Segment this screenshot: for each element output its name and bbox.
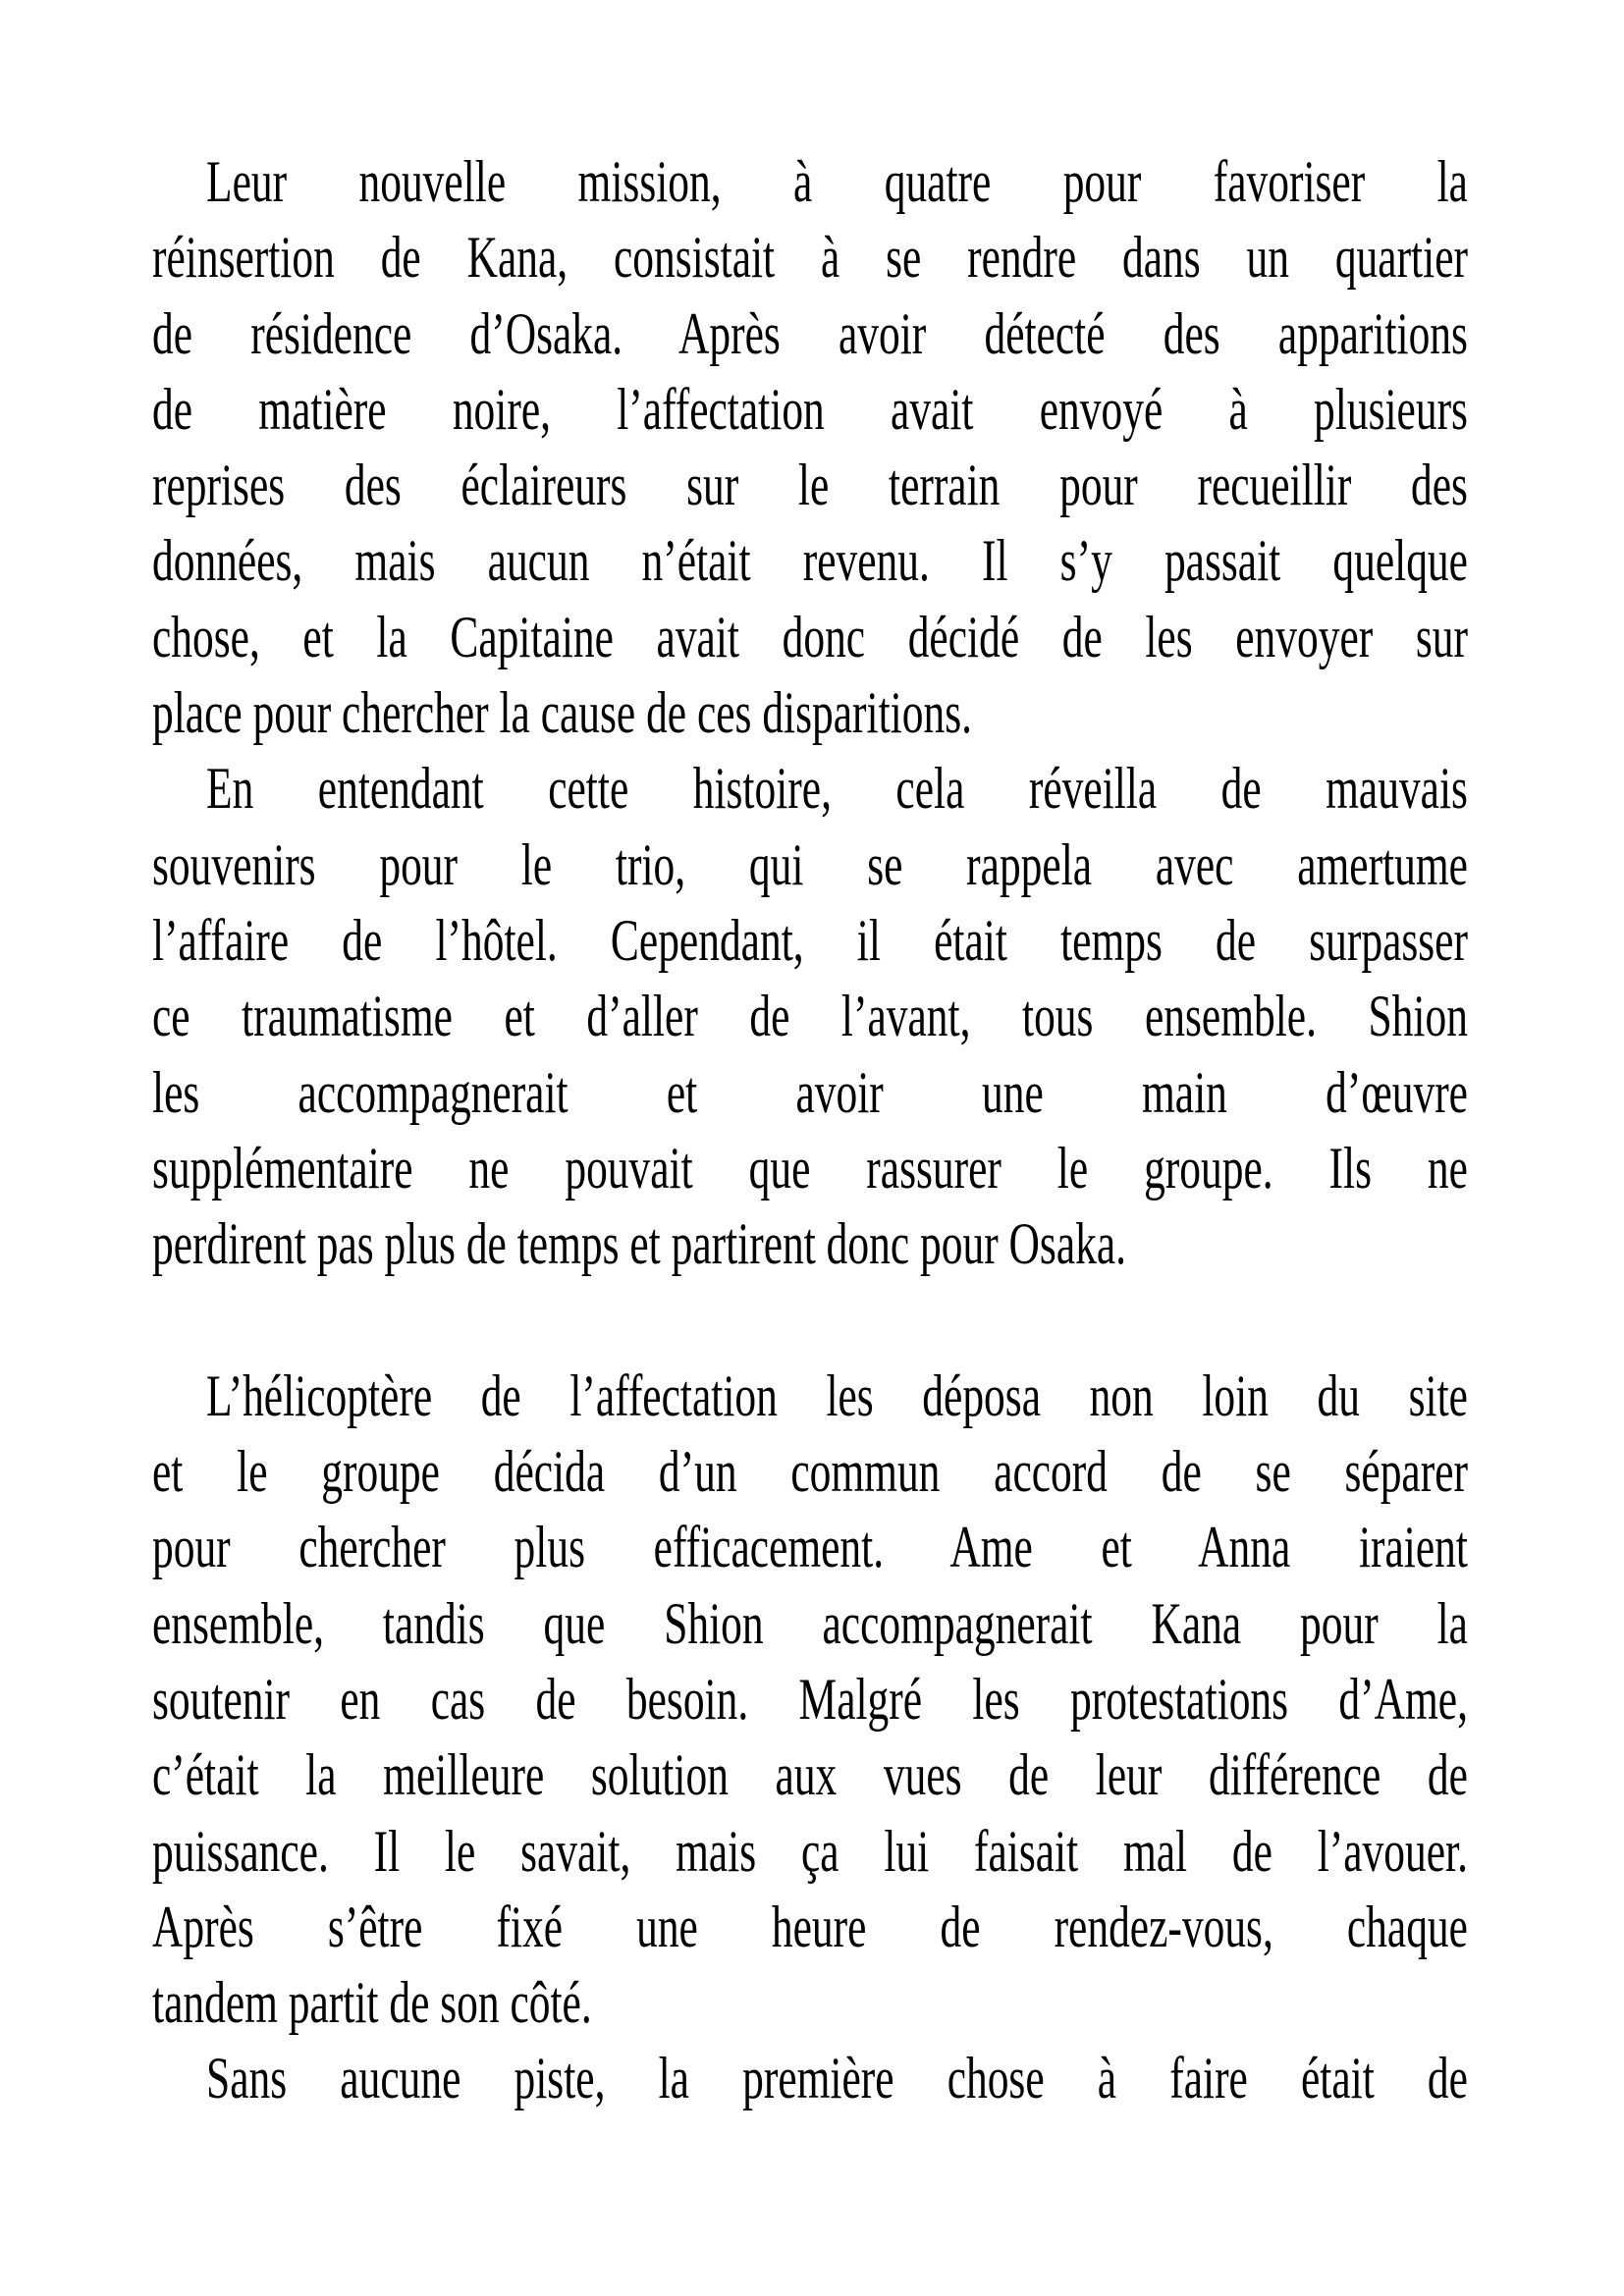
text-block (152, 144, 1468, 2117)
text-line: soutenir en cas de besoin. Malgré les protestations d’Ame, (152, 1666, 1468, 1732)
text-line: pour chercher plus efficacement. Ame et Anna iraient (152, 1515, 1468, 1580)
text-line: réinsertion de Kana, consistait à se rendre dans un quartier (152, 225, 1468, 291)
text-line: supplémentaire ne pouvait que rassurer le groupe. Ils ne (152, 1135, 1468, 1201)
text-line: ensemble, tandis que Shion accompagnerait Kana pour la (152, 1590, 1468, 1656)
text-line: chose, et la Capitaine avait donc décidé de les envoyer sur (152, 604, 1468, 669)
text-line: l’affaire de l’hôtel. Cependant, il était temps de surpasser (152, 907, 1468, 973)
text-line: puissance. Il le savait, mais ça lui faisait mal de l’avouer. (152, 1818, 1468, 1884)
text-line: En entendant cette histoire, cela réveilla de mauvais (206, 756, 1468, 822)
text-line: Leur nouvelle mission, à quatre pour favoriser la (206, 149, 1468, 214)
text-line: Sans aucune piste, la première chose à faire était de (206, 2046, 1468, 2111)
text-line: souvenirs pour le trio, qui se rappela avec amertume (152, 831, 1468, 897)
blank-line (152, 1282, 1468, 1358)
text-line: les accompagnerait et avoir une main d’œuvre (152, 1059, 1468, 1125)
text-line: données, mais aucun n’était revenu. Il s’y passait quelque (152, 528, 1468, 594)
text-line: reprises des éclaireurs sur le terrain pour recueillir des (152, 453, 1468, 518)
text-line: perdirent pas plus de temps et partirent donc pour Osaka. (152, 1211, 1127, 1277)
text-line: de résidence d’Osaka. Après avoir détecté des apparitions (152, 300, 1468, 366)
text-line: c’était la meilleure solution aux vues de leur différence de (152, 1742, 1468, 1808)
text-line: et le groupe décida d’un commun accord de se séparer (152, 1439, 1468, 1505)
text-line: Après s’être fixé une heure de rendez-vous, chaque (152, 1894, 1468, 1959)
text-line: tandem partit de son côté. (152, 1970, 592, 2036)
text-line: de matière noire, l’affectation avait envoyé à plusieurs (152, 376, 1468, 442)
text-line: place pour chercher la cause de ces disparitions. (152, 680, 972, 746)
text-line: L’hélicoptère de l’affectation les déposa non loin du site (206, 1362, 1468, 1428)
text-line: ce traumatisme et d’aller de l’avant, tous ensemble. Shion (152, 984, 1468, 1049)
